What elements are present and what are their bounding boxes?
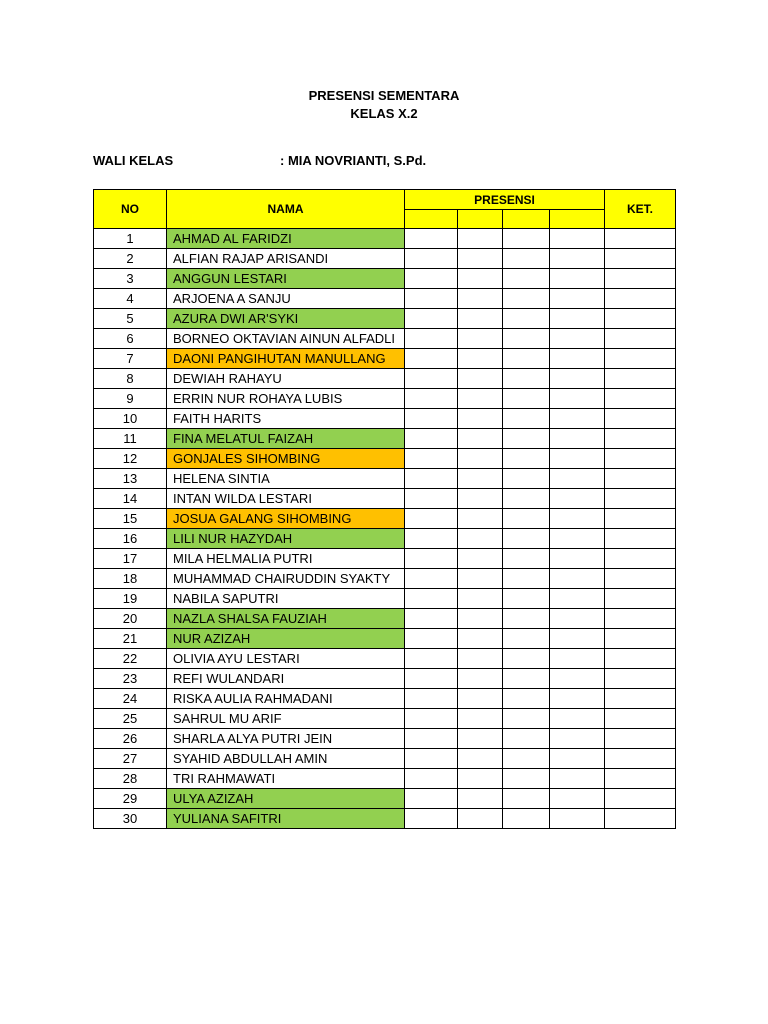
presensi-cell-1 <box>405 349 458 369</box>
presensi-cell-4 <box>550 269 605 289</box>
row-number: 8 <box>94 369 167 389</box>
presensi-cell-4 <box>550 789 605 809</box>
ket-cell <box>605 609 676 629</box>
table-row <box>94 689 676 709</box>
ket-cell <box>605 409 676 429</box>
presensi-cell-1 <box>405 429 458 449</box>
presensi-cell-3 <box>503 789 550 809</box>
presensi-cell-2 <box>458 389 503 409</box>
homeroom-teacher-label: WALI KELAS <box>93 153 174 168</box>
ket-cell <box>605 629 676 649</box>
presensi-cell-4 <box>550 289 605 309</box>
student-name: ARJOENA A SANJU <box>167 289 405 309</box>
row-number: 25 <box>94 709 167 729</box>
presensi-subheader-3 <box>503 210 550 229</box>
presensi-cell-1 <box>405 449 458 469</box>
ket-cell <box>605 309 676 329</box>
row-number: 24 <box>94 689 167 709</box>
row-number: 5 <box>94 309 167 329</box>
presensi-cell-4 <box>550 689 605 709</box>
student-name: BORNEO OKTAVIAN AINUN ALFADLI <box>167 329 405 349</box>
table-row <box>94 509 676 529</box>
row-number: 17 <box>94 549 167 569</box>
student-name: LILI NUR HAZYDAH <box>167 529 405 549</box>
row-number: 4 <box>94 289 167 309</box>
homeroom-teacher-value: : MIA NOVRIANTI, S.Pd. <box>280 153 427 168</box>
ket-cell <box>605 769 676 789</box>
table-row <box>94 369 676 389</box>
ket-cell <box>605 329 676 349</box>
table-row <box>94 269 676 289</box>
presensi-cell-2 <box>458 329 503 349</box>
table-row <box>94 229 676 249</box>
presensi-cell-2 <box>458 589 503 609</box>
row-number: 23 <box>94 669 167 689</box>
ket-cell <box>605 229 676 249</box>
row-number: 20 <box>94 609 167 629</box>
row-number: 29 <box>94 789 167 809</box>
presensi-cell-4 <box>550 609 605 629</box>
ket-cell <box>605 529 676 549</box>
student-name: SHARLA ALYA PUTRI JEIN <box>167 729 405 749</box>
presensi-cell-1 <box>405 329 458 349</box>
ket-cell <box>605 809 676 829</box>
presensi-cell-1 <box>405 549 458 569</box>
column-header-no: NO <box>94 190 167 229</box>
presensi-cell-2 <box>458 489 503 509</box>
table-row <box>94 589 676 609</box>
table-row <box>94 409 676 429</box>
row-number: 28 <box>94 769 167 789</box>
student-name: INTAN WILDA LESTARI <box>167 489 405 509</box>
presensi-cell-1 <box>405 709 458 729</box>
student-name: TRI RAHMAWATI <box>167 769 405 789</box>
table-row <box>94 429 676 449</box>
presensi-cell-2 <box>458 369 503 389</box>
presensi-cell-2 <box>458 309 503 329</box>
presensi-cell-2 <box>458 809 503 829</box>
row-number: 11 <box>94 429 167 449</box>
presensi-cell-2 <box>458 509 503 529</box>
table-row <box>94 569 676 589</box>
student-name: DAONI PANGIHUTAN MANULLANG <box>167 349 405 369</box>
presensi-cell-1 <box>405 729 458 749</box>
presensi-cell-3 <box>503 549 550 569</box>
ket-cell <box>605 469 676 489</box>
student-name: SAHRUL MU ARIF <box>167 709 405 729</box>
table-row <box>94 389 676 409</box>
presensi-cell-4 <box>550 589 605 609</box>
presensi-cell-1 <box>405 809 458 829</box>
student-name: ULYA AZIZAH <box>167 789 405 809</box>
row-number: 19 <box>94 589 167 609</box>
table-row <box>94 789 676 809</box>
presensi-cell-3 <box>503 229 550 249</box>
student-name: SYAHID ABDULLAH AMIN <box>167 749 405 769</box>
ket-cell <box>605 389 676 409</box>
presensi-cell-3 <box>503 629 550 649</box>
ket-cell <box>605 709 676 729</box>
row-number: 27 <box>94 749 167 769</box>
row-number: 9 <box>94 389 167 409</box>
column-header-ket: KET. <box>605 190 676 229</box>
presensi-cell-3 <box>503 649 550 669</box>
presensi-cell-2 <box>458 449 503 469</box>
presensi-cell-4 <box>550 809 605 829</box>
ket-cell <box>605 249 676 269</box>
presensi-cell-1 <box>405 589 458 609</box>
ket-cell <box>605 509 676 529</box>
student-name: NAZLA SHALSA FAUZIAH <box>167 609 405 629</box>
student-name: REFI WULANDARI <box>167 669 405 689</box>
presensi-cell-1 <box>405 229 458 249</box>
table-row <box>94 309 676 329</box>
presensi-cell-3 <box>503 249 550 269</box>
presensi-cell-4 <box>550 569 605 589</box>
presensi-cell-1 <box>405 409 458 429</box>
student-name: JOSUA GALANG SIHOMBING <box>167 509 405 529</box>
presensi-cell-3 <box>503 689 550 709</box>
presensi-cell-4 <box>550 749 605 769</box>
row-number: 13 <box>94 469 167 489</box>
table-row <box>94 469 676 489</box>
presensi-cell-4 <box>550 469 605 489</box>
row-number: 22 <box>94 649 167 669</box>
table-row <box>94 669 676 689</box>
table-row <box>94 749 676 769</box>
ket-cell <box>605 589 676 609</box>
column-header-nama: NAMA <box>167 190 405 229</box>
row-number: 18 <box>94 569 167 589</box>
presensi-cell-2 <box>458 469 503 489</box>
presensi-cell-1 <box>405 649 458 669</box>
presensi-cell-1 <box>405 369 458 389</box>
table-row <box>94 489 676 509</box>
presensi-cell-2 <box>458 709 503 729</box>
presensi-cell-3 <box>503 749 550 769</box>
presensi-cell-2 <box>458 789 503 809</box>
ket-cell <box>605 429 676 449</box>
presensi-cell-3 <box>503 389 550 409</box>
presensi-cell-2 <box>458 729 503 749</box>
presensi-cell-4 <box>550 669 605 689</box>
presensi-cell-2 <box>458 269 503 289</box>
presensi-cell-3 <box>503 269 550 289</box>
presensi-cell-3 <box>503 709 550 729</box>
presensi-cell-1 <box>405 249 458 269</box>
student-name: ALFIAN RAJAP ARISANDI <box>167 249 405 269</box>
presensi-cell-1 <box>405 689 458 709</box>
presensi-cell-3 <box>503 609 550 629</box>
presensi-cell-4 <box>550 349 605 369</box>
presensi-cell-3 <box>503 409 550 429</box>
presensi-cell-1 <box>405 629 458 649</box>
ket-cell <box>605 689 676 709</box>
presensi-cell-3 <box>503 769 550 789</box>
presensi-cell-3 <box>503 569 550 589</box>
presensi-subheader-2 <box>458 210 503 229</box>
column-header-presensi: PRESENSI <box>405 190 605 210</box>
presensi-cell-4 <box>550 509 605 529</box>
ket-cell <box>605 749 676 769</box>
presensi-cell-2 <box>458 569 503 589</box>
student-name: OLIVIA AYU LESTARI <box>167 649 405 669</box>
presensi-cell-4 <box>550 389 605 409</box>
presensi-cell-4 <box>550 409 605 429</box>
presensi-cell-4 <box>550 709 605 729</box>
presensi-cell-2 <box>458 629 503 649</box>
ket-cell <box>605 549 676 569</box>
presensi-cell-2 <box>458 769 503 789</box>
presensi-cell-2 <box>458 349 503 369</box>
presensi-cell-1 <box>405 749 458 769</box>
student-name: NABILA SAPUTRI <box>167 589 405 609</box>
attendance-table <box>93 189 676 829</box>
presensi-cell-1 <box>405 389 458 409</box>
presensi-cell-2 <box>458 689 503 709</box>
table-row <box>94 349 676 369</box>
student-name: RISKA AULIA RAHMADANI <box>167 689 405 709</box>
presensi-cell-2 <box>458 749 503 769</box>
presensi-cell-1 <box>405 769 458 789</box>
presensi-cell-1 <box>405 269 458 289</box>
presensi-cell-1 <box>405 289 458 309</box>
presensi-subheader-1 <box>405 210 458 229</box>
table-row <box>94 529 676 549</box>
ket-cell <box>605 669 676 689</box>
student-name: GONJALES SIHOMBING <box>167 449 405 469</box>
presensi-cell-4 <box>550 529 605 549</box>
table-row <box>94 649 676 669</box>
ket-cell <box>605 369 676 389</box>
presensi-cell-2 <box>458 429 503 449</box>
presensi-cell-3 <box>503 449 550 469</box>
student-name: MILA HELMALIA PUTRI <box>167 549 405 569</box>
ket-cell <box>605 569 676 589</box>
row-number: 7 <box>94 349 167 369</box>
table-row <box>94 769 676 789</box>
presensi-cell-4 <box>550 329 605 349</box>
class-subtitle: KELAS X.2 <box>350 106 418 121</box>
row-number: 3 <box>94 269 167 289</box>
table-row <box>94 709 676 729</box>
ket-cell <box>605 489 676 509</box>
presensi-cell-3 <box>503 309 550 329</box>
student-name: MUHAMMAD CHAIRUDDIN SYAKTY <box>167 569 405 589</box>
presensi-cell-1 <box>405 509 458 529</box>
row-number: 10 <box>94 409 167 429</box>
row-number: 21 <box>94 629 167 649</box>
presensi-cell-1 <box>405 309 458 329</box>
presensi-cell-4 <box>550 429 605 449</box>
student-name: YULIANA SAFITRI <box>167 809 405 829</box>
row-number: 14 <box>94 489 167 509</box>
presensi-cell-4 <box>550 369 605 389</box>
row-number: 6 <box>94 329 167 349</box>
ket-cell <box>605 649 676 669</box>
presensi-cell-2 <box>458 609 503 629</box>
student-name: NUR AZIZAH <box>167 629 405 649</box>
row-number: 15 <box>94 509 167 529</box>
presensi-cell-2 <box>458 529 503 549</box>
table-row <box>94 809 676 829</box>
presensi-cell-3 <box>503 369 550 389</box>
table-row <box>94 289 676 309</box>
student-name: ANGGUN LESTARI <box>167 269 405 289</box>
presensi-cell-4 <box>550 229 605 249</box>
row-number: 26 <box>94 729 167 749</box>
table-row <box>94 249 676 269</box>
presensi-cell-3 <box>503 809 550 829</box>
presensi-cell-2 <box>458 229 503 249</box>
ket-cell <box>605 789 676 809</box>
row-number: 12 <box>94 449 167 469</box>
presensi-cell-4 <box>550 309 605 329</box>
presensi-cell-4 <box>550 769 605 789</box>
student-name: ERRIN NUR ROHAYA LUBIS <box>167 389 405 409</box>
presensi-cell-1 <box>405 489 458 509</box>
student-name: FAITH HARITS <box>167 409 405 429</box>
table-row <box>94 629 676 649</box>
presensi-cell-2 <box>458 549 503 569</box>
presensi-cell-1 <box>405 789 458 809</box>
student-name: HELENA SINTIA <box>167 469 405 489</box>
table-row <box>94 729 676 749</box>
ket-cell <box>605 729 676 749</box>
presensi-cell-3 <box>503 329 550 349</box>
presensi-cell-1 <box>405 529 458 549</box>
presensi-cell-4 <box>550 489 605 509</box>
presensi-cell-4 <box>550 549 605 569</box>
presensi-cell-2 <box>458 289 503 309</box>
presensi-cell-4 <box>550 249 605 269</box>
presensi-cell-3 <box>503 349 550 369</box>
presensi-cell-3 <box>503 489 550 509</box>
presensi-cell-2 <box>458 649 503 669</box>
presensi-cell-1 <box>405 569 458 589</box>
presensi-cell-3 <box>503 529 550 549</box>
student-name: AZURA DWI AR'SYKI <box>167 309 405 329</box>
presensi-cell-2 <box>458 409 503 429</box>
presensi-cell-3 <box>503 469 550 489</box>
row-number: 1 <box>94 229 167 249</box>
table-row <box>94 549 676 569</box>
presensi-cell-1 <box>405 469 458 489</box>
presensi-cell-4 <box>550 729 605 749</box>
presensi-subheader-4 <box>550 210 605 229</box>
presensi-cell-3 <box>503 429 550 449</box>
presensi-cell-3 <box>503 729 550 749</box>
presensi-cell-4 <box>550 629 605 649</box>
ket-cell <box>605 349 676 369</box>
row-number: 30 <box>94 809 167 829</box>
presensi-cell-3 <box>503 589 550 609</box>
document-title: PRESENSI SEMENTARA <box>308 88 460 103</box>
student-name: FINA MELATUL FAIZAH <box>167 429 405 449</box>
ket-cell <box>605 269 676 289</box>
presensi-cell-4 <box>550 649 605 669</box>
student-name: AHMAD AL FARIDZI <box>167 229 405 249</box>
presensi-cell-3 <box>503 669 550 689</box>
row-number: 2 <box>94 249 167 269</box>
table-body <box>94 229 676 829</box>
ket-cell <box>605 289 676 309</box>
presensi-cell-2 <box>458 249 503 269</box>
presensi-cell-3 <box>503 289 550 309</box>
presensi-cell-3 <box>503 509 550 529</box>
table-row <box>94 329 676 349</box>
presensi-cell-2 <box>458 669 503 689</box>
student-name: DEWIAH RAHAYU <box>167 369 405 389</box>
table-row <box>94 449 676 469</box>
presensi-cell-1 <box>405 609 458 629</box>
table-row <box>94 609 676 629</box>
row-number: 16 <box>94 529 167 549</box>
presensi-cell-4 <box>550 449 605 469</box>
presensi-cell-1 <box>405 669 458 689</box>
ket-cell <box>605 449 676 469</box>
